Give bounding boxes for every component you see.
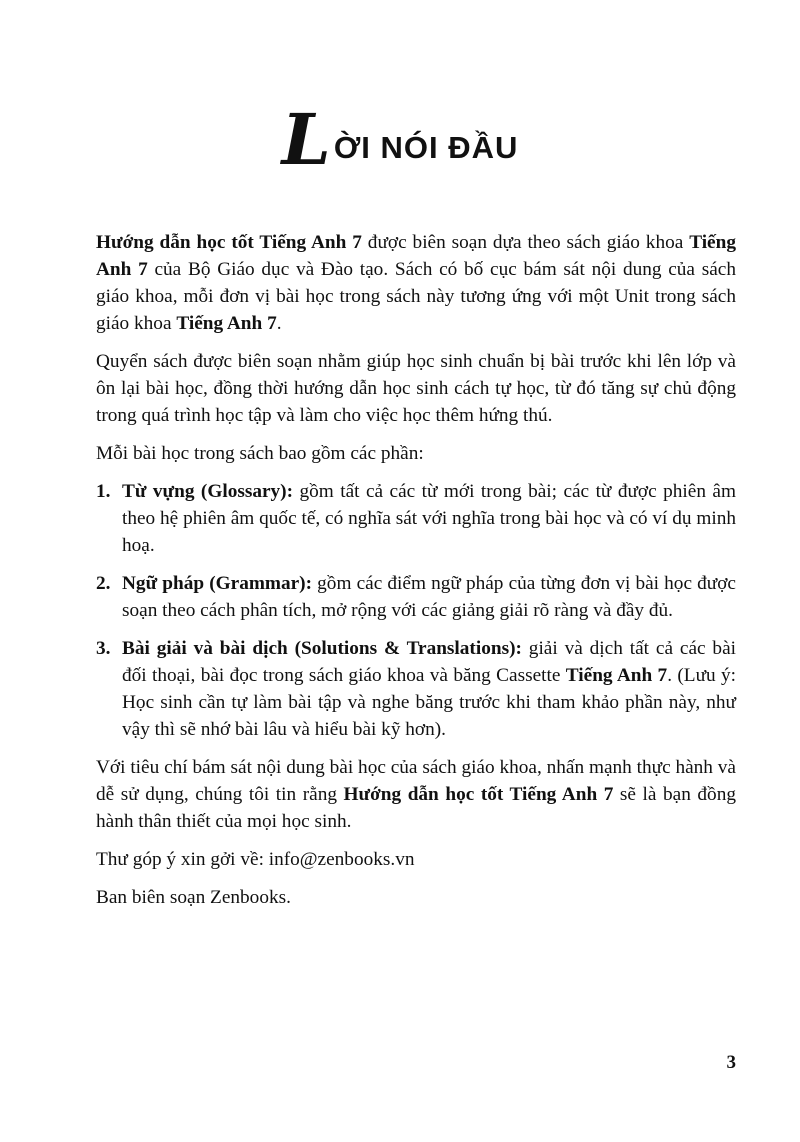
list-item xyxy=(96,570,736,624)
list-item-number: 3. xyxy=(96,638,111,659)
list-item xyxy=(96,478,736,559)
preface-body xyxy=(96,229,736,922)
page-title xyxy=(0,98,800,181)
paragraph-intro xyxy=(96,229,736,337)
list-item-number: 2. xyxy=(96,573,111,594)
book-title-bold: Tiếng Anh 7 xyxy=(565,665,668,686)
sections-list xyxy=(96,478,736,743)
list-item-desc: gồm tất cả các từ mới trong bài; các từ được phiên âm theo hệ phiên âm quốc tế, có nghĩa sát với nghĩa trong bài học và có ví dụ minh hoạ. xyxy=(122,481,736,556)
paragraph-contact: Thư góp ý xin gởi về: info@zenbooks.vn xyxy=(96,849,415,870)
paragraph-text: được biên soạn dựa theo sách giáo khoa xyxy=(361,232,690,253)
list-item-heading: Bài giải và bài dịch (Solutions & Translations): xyxy=(122,638,522,659)
page-number: 3 xyxy=(726,1052,736,1073)
paragraph-text: . xyxy=(276,313,282,334)
list-item xyxy=(96,635,736,743)
list-item-text xyxy=(122,635,736,743)
list-item-number: 1. xyxy=(96,481,111,502)
book-title-bold: Hướng dẫn học tốt Tiếng Anh 7 xyxy=(343,784,614,805)
book-title-bold: Tiếng Anh 7 xyxy=(176,313,277,334)
paragraph-text: sẽ là bạn đồng hành thân thiết của mọi học sinh. xyxy=(96,784,736,832)
list-item-desc: . (Lưu ý: Học sinh cần tự làm bài tập và nghe băng trước khi tham khảo phần này, như vậy thì sẽ nhớ bài lâu và hiểu bài kỹ hơn). xyxy=(122,665,736,740)
book-title-bold: Tiếng Anh 7 xyxy=(96,232,736,280)
list-item-heading: Ngữ pháp (Grammar): xyxy=(122,573,313,594)
book-title-bold: Hướng dẫn học tốt Tiếng Anh 7 xyxy=(96,232,362,253)
paragraph-purpose: Quyển sách được biên soạn nhằm giúp học sinh chuẩn bị bài trước khi lên lớp và ôn lại bài học, đồng thời hướng dẫn học sinh cách tự học, từ đó tăng sự chủ động trong quá trình học tập và làm cho việc học thêm hứng thú. xyxy=(96,351,736,426)
paragraph-sections-intro: Mỗi bài học trong sách bao gồm các phần: xyxy=(96,443,424,464)
paragraph-signature: Ban biên soạn Zenbooks. xyxy=(96,887,291,908)
paragraph-text: của Bộ Giáo dục và Đào tạo. Sách có bố cục bám sát nội dung của sách giáo khoa, mỗi đơn vị bài học trong sách này tương ứng với một Unit trong sách giáo khoa xyxy=(96,259,736,334)
title-text: ỜI NÓI ĐẦU xyxy=(333,130,519,165)
paragraph-text: Với tiêu chí bám sát nội dung bài học của sách giáo khoa, nhấn mạnh thực hành và dễ sử dụng, chúng tôi tin rằng xyxy=(96,757,736,805)
list-item-desc: gồm các điểm ngữ pháp của từng đơn vị bài học được soạn theo cách phân tích, mở rộng với các giảng giải rõ ràng và đầy đủ. xyxy=(122,573,736,621)
title-initial-letter: L xyxy=(281,98,332,181)
list-item-desc: giải và dịch tất cả các bài đối thoại, bài đọc trong sách giáo khoa và băng Cassette xyxy=(122,638,736,686)
list-item-text xyxy=(122,478,736,559)
paragraph-closing xyxy=(96,754,736,835)
list-item-text xyxy=(122,570,736,624)
list-item-heading: Từ vựng (Glossary): xyxy=(122,481,294,502)
